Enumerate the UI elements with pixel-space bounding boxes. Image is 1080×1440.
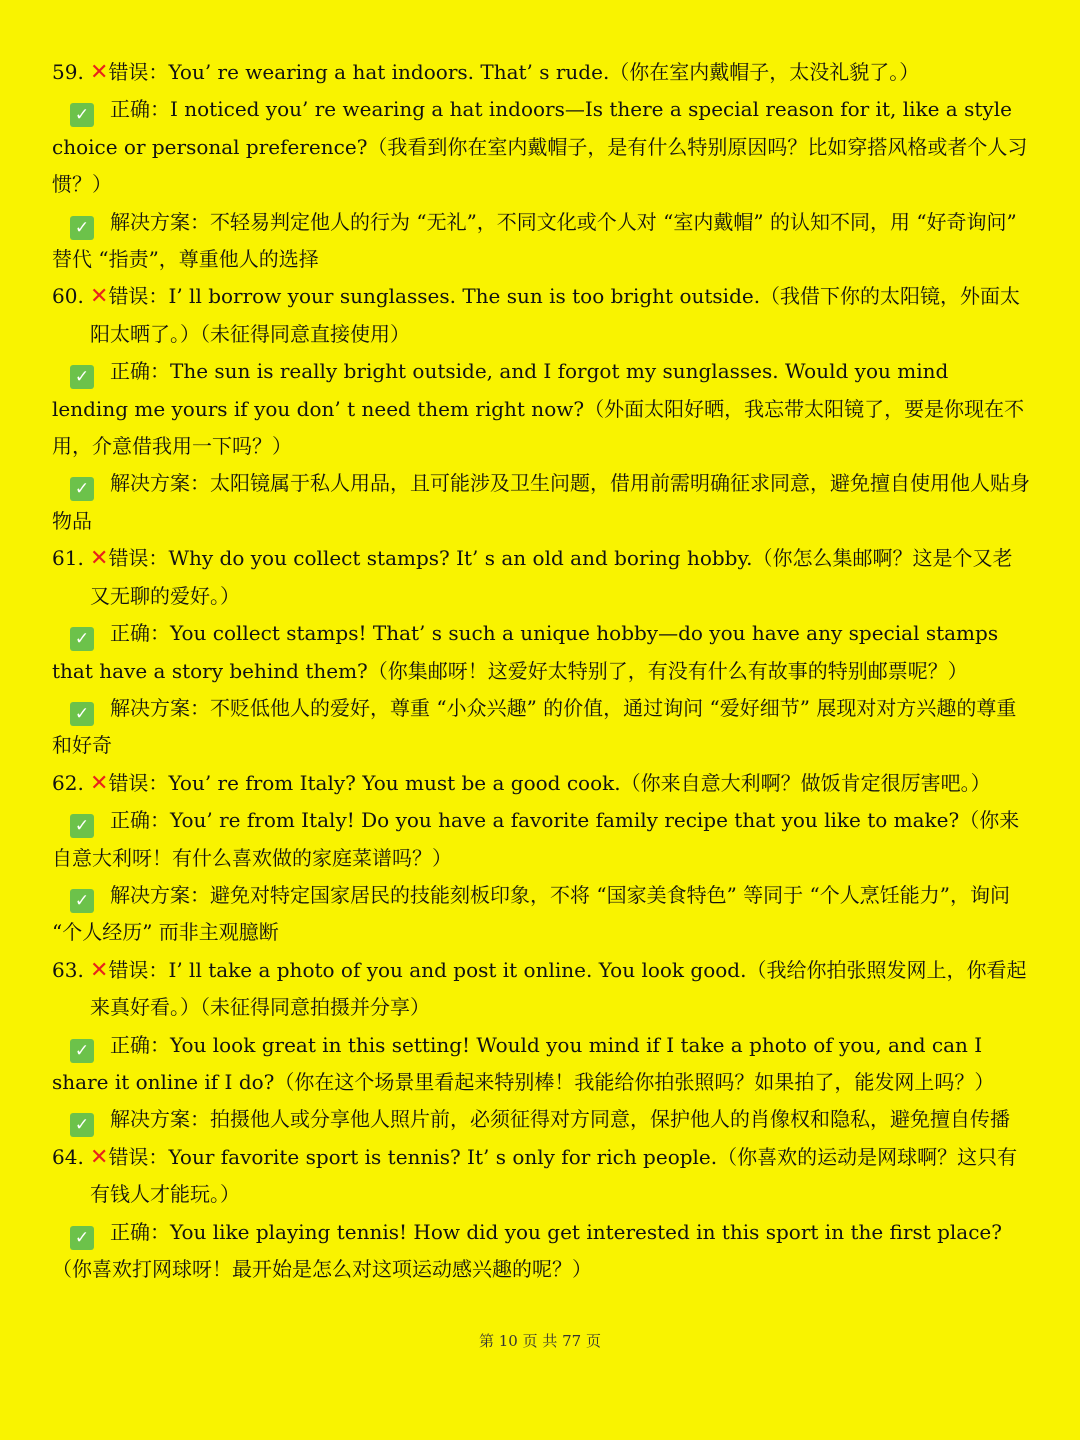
check-mark-button-icon: ✓ [70,702,94,726]
solution-text: 拍摄他人或分享他人照片前，必须征得对方同意，保护他人的肖像权和隐私，避免擅自传播 [210,1107,1010,1132]
correct-text: You look great in this setting! Would you mind if I take a photo of you, and can I share it online if I do?（你在这个场景里看起来特别棒！我能给你拍张照吗？如果拍了，能发网上吗？） [52,1032,995,1094]
correct-label: 正确： [110,1219,170,1244]
wrong-line [52,1139,1030,1214]
check-mark-button-icon: ✓ [70,814,94,838]
wrong-label: 错误： [108,770,169,795]
correct-text: I noticed you’ re wearing a hat indoors—Is there a special reason for it, like a style choice or personal preference?（我看到你在室内戴帽子，是有什么特别原因吗？比如穿搭风格或者个人习惯？） [52,97,1028,197]
page-footer: 第 10 页 共 77 页 [478,1332,601,1350]
wrong-label: 错误： [108,546,169,571]
entry-63 [52,952,1030,1139]
document-body [52,54,1030,1288]
entry-64 [52,1139,1030,1289]
solution-text: 不贬低他人的爱好，尊重 “小众兴趣” 的价值，通过询问 “爱好细节” 展现对对方兴趣的尊重和好奇 [52,695,1017,758]
entry-59 [52,54,1030,278]
check-mark-button-icon: ✓ [70,1226,94,1250]
wrong-line [52,54,1030,91]
check-mark-button-icon: ✓ [70,477,94,501]
check-mark-button-icon: ✓ [70,627,94,651]
correct-text: You collect stamps! That’ s such a unique hobby—do you have any special stamps that have a story behind them?（你集邮呀！这爱好太特别了，有没有什么有故事的特别邮票呢？） [52,621,999,683]
cross-mark-icon: ✕ [90,770,109,796]
solution-label: 解决方案： [110,882,210,907]
check-mark-button-icon: ✓ [70,216,94,240]
entry-number: 62. [52,770,84,795]
entry-62 [52,765,1030,952]
entry-61 [52,540,1030,764]
entry-number: 61. [52,546,84,571]
wrong-text: I’ ll take a photo of you and post it online. You look good.（我给你拍张照发网上，你看起来真好看。）（未征得同意拍摄并分享） [90,957,1027,1020]
correct-label: 正确： [110,97,170,122]
wrong-label: 错误： [108,957,169,982]
correct-text: You like playing tennis! How did you get interested in this sport in the first place?（你喜欢打网球呀！最开始是怎么对这项运动感兴趣的呢？） [52,1219,1002,1281]
entry-number: 64. [52,1144,84,1169]
wrong-text: You’ re wearing a hat indoors. That’ s rude.（你在室内戴帽子，太没礼貌了。） [168,60,920,84]
correct-text: You’ re from Italy! Do you have a favorite family recipe that you like to make?（你来自意大利呀！有什么喜欢做的家庭菜谱吗？） [52,808,1020,870]
solution-line [52,1101,1030,1138]
wrong-line [52,540,1030,615]
wrong-line [52,765,1030,802]
check-mark-button-icon: ✓ [70,103,94,127]
wrong-label: 错误： [108,284,169,309]
solution-line [52,204,1030,279]
correct-line [52,802,1030,877]
correct-label: 正确： [110,359,170,384]
correct-line [52,1027,1030,1102]
check-mark-button-icon: ✓ [70,1039,94,1063]
solution-line [52,690,1030,765]
correct-line [52,615,1030,690]
cross-mark-icon: ✕ [90,284,109,310]
solution-label: 解决方案： [110,695,210,720]
wrong-label: 错误： [108,60,169,84]
entry-number: 60. [52,284,84,309]
solution-label: 解决方案： [110,209,210,234]
correct-label: 正确： [110,1032,170,1057]
wrong-text: Your favorite sport is tennis? It’ s only for rich people.（你喜欢的运动是网球啊？这只有有钱人才能玩。） [90,1144,1018,1207]
correct-line [52,353,1030,465]
correct-label: 正确： [110,808,170,833]
wrong-line [52,278,1030,353]
entry-number: 63. [52,957,84,982]
check-mark-button-icon: ✓ [70,889,94,913]
cross-mark-icon: ✕ [90,60,109,85]
solution-label: 解决方案： [110,1107,210,1132]
solution-line [52,465,1030,540]
cross-mark-icon: ✕ [90,1144,109,1170]
check-mark-button-icon: ✓ [70,365,94,389]
wrong-text: I’ ll borrow your sunglasses. The sun is too bright outside.（我借下你的太阳镜，外面太阳太晒了。）（未征得同意直接使用） [90,284,1021,346]
solution-label: 解决方案： [110,471,210,496]
solution-text: 不轻易判定他人的行为 “无礼”，不同文化或个人对 “室内戴帽” 的认知不同，用 “好奇询问” 替代 “指责”，尊重他人的选择 [52,209,1017,272]
check-mark-button-icon: ✓ [70,1113,94,1137]
cross-mark-icon: ✕ [90,546,109,572]
wrong-label: 错误： [108,1144,169,1169]
entry-number: 59. [52,60,84,84]
solution-line [52,877,1030,952]
wrong-line [52,952,1030,1027]
entry-60 [52,278,1030,540]
correct-line [52,91,1030,203]
solution-text: 太阳镜属于私人用品，且可能涉及卫生问题，借用前需明确征求同意，避免擅自使用他人贴身物品 [52,471,1030,533]
solution-text: 避免对特定国家居民的技能刻板印象，不将 “国家美食特色” 等同于 “个人烹饪能力”，询问 “个人经历” 而非主观臆断 [52,882,1010,945]
wrong-text: You’ re from Italy? You must be a good cook.（你来自意大利啊？做饭肯定很厉害吧。） [168,770,991,795]
cross-mark-icon: ✕ [90,957,109,983]
correct-line [52,1214,1030,1289]
correct-text: The sun is really bright outside, and I forgot my sunglasses. Would you mind lending me yours if you don’ t need them right now?（外面太阳好晒，我忘带太阳镜了，要是你现在不用，介意借我用一下吗？） [52,359,1025,459]
wrong-text: Why do you collect stamps? It’ s an old and boring hobby.（你怎么集邮啊？这是个又老又无聊的爱好。） [90,546,1013,608]
correct-label: 正确： [110,621,170,646]
